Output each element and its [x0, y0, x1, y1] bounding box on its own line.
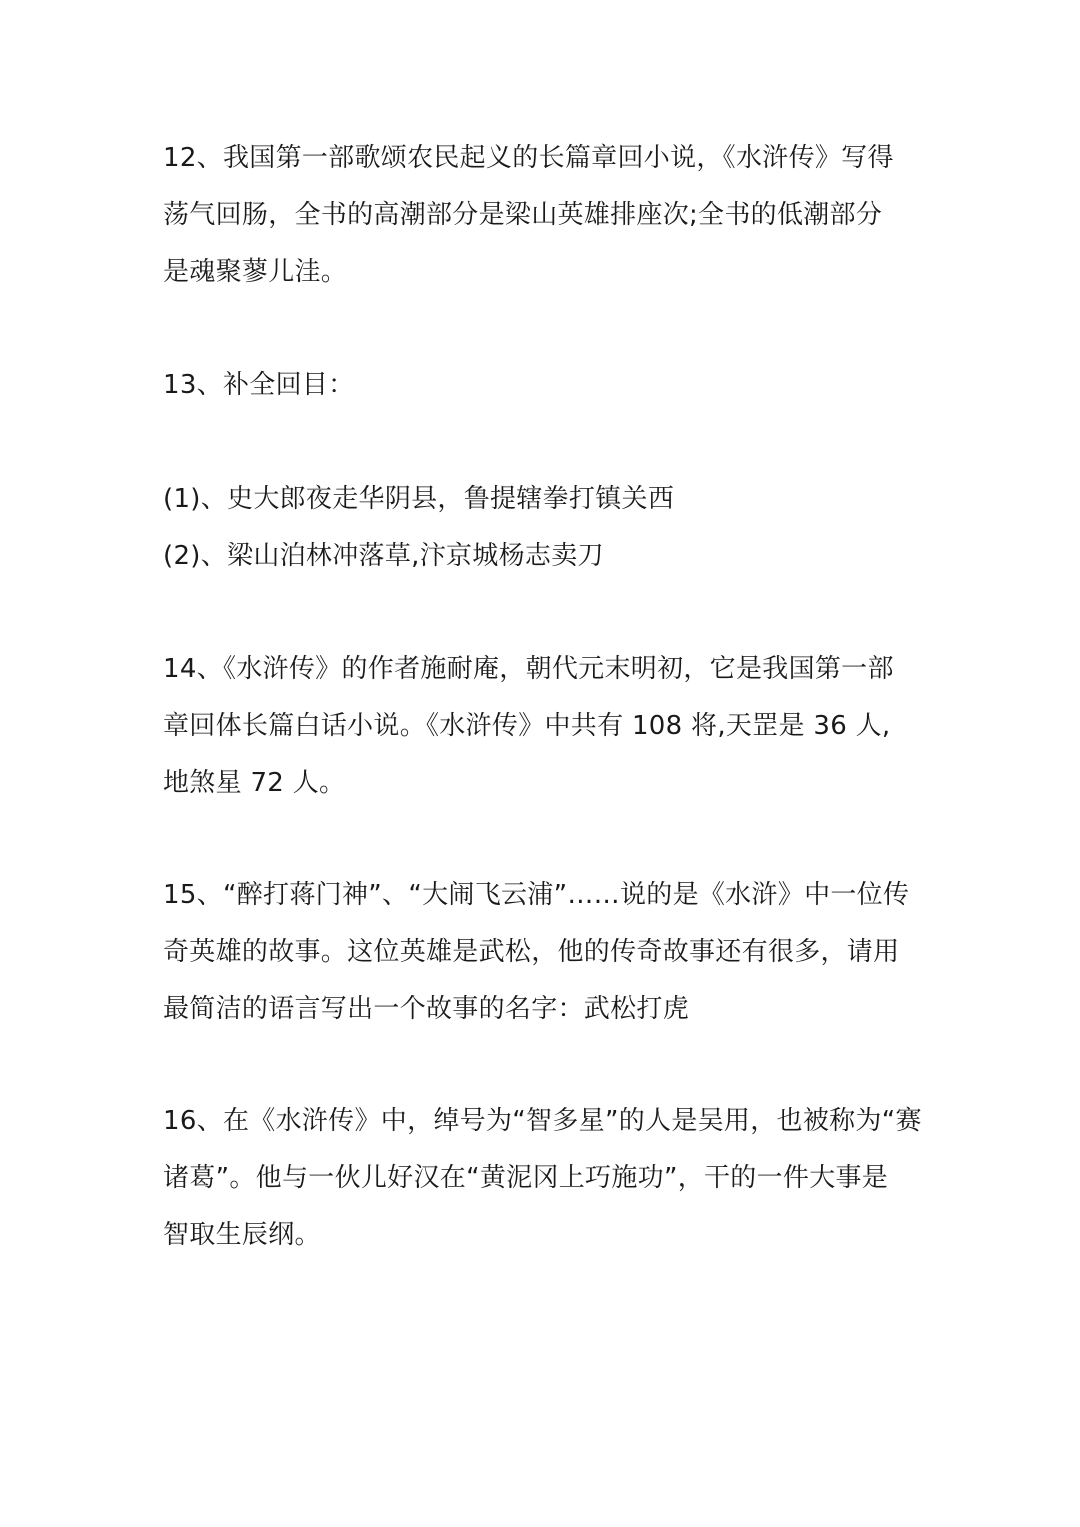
question-14-line-3: 地煞星 72 人。: [163, 768, 346, 798]
question-13-item-2: (2)、梁山泊林冲落草,汴京城杨志卖刀: [163, 541, 604, 571]
question-13-answers: [163, 471, 674, 585]
question-16: [163, 1093, 922, 1264]
question-13-heading: 13、补全回目：: [163, 370, 355, 400]
question-16-line-3: 智取生辰纲。: [163, 1220, 321, 1250]
question-15-line-2: 奇英雄的故事。这位英雄是武松，他的传奇故事还有很多，请用: [163, 937, 900, 967]
question-15-line-1: 15、“醉打蒋门神”、“大闹飞云浦”……说的是《水浒》中一位传: [163, 880, 910, 910]
question-14-line-1: 14、《水浒传》的作者施耐庵，朝代元末明初，它是我国第一部: [163, 654, 894, 684]
question-12-line-2: 荡气回肠，全书的高潮部分是梁山英雄排座次;全书的低潮部分: [163, 200, 883, 230]
question-16-line-1: 16、在《水浒传》中，绰号为“智多星”的人是吴用，也被称为“赛: [163, 1106, 922, 1136]
question-14: [163, 641, 894, 812]
question-15-line-3: 最简洁的语言写出一个故事的名字：武松打虎: [163, 994, 690, 1024]
question-12-line-1: 12、我国第一部歌颂农民起义的长篇章回小说，《水浒传》写得: [163, 143, 894, 173]
question-14-line-2: 章回体长篇白话小说。《水浒传》中共有 108 将,天罡是 36 人,: [163, 711, 891, 741]
question-13-item-1: (1)、史大郎夜走华阴县，鲁提辖拳打镇关西: [163, 484, 675, 514]
question-15: [163, 867, 909, 1038]
question-12-line-3: 是魂聚蓼儿洼。: [163, 257, 348, 287]
question-12: [163, 130, 894, 301]
question-16-line-2: 诸葛”。他与一伙儿好汉在“黄泥冈上巧施功”，干的一件大事是: [163, 1163, 889, 1193]
question-13: [163, 357, 354, 414]
